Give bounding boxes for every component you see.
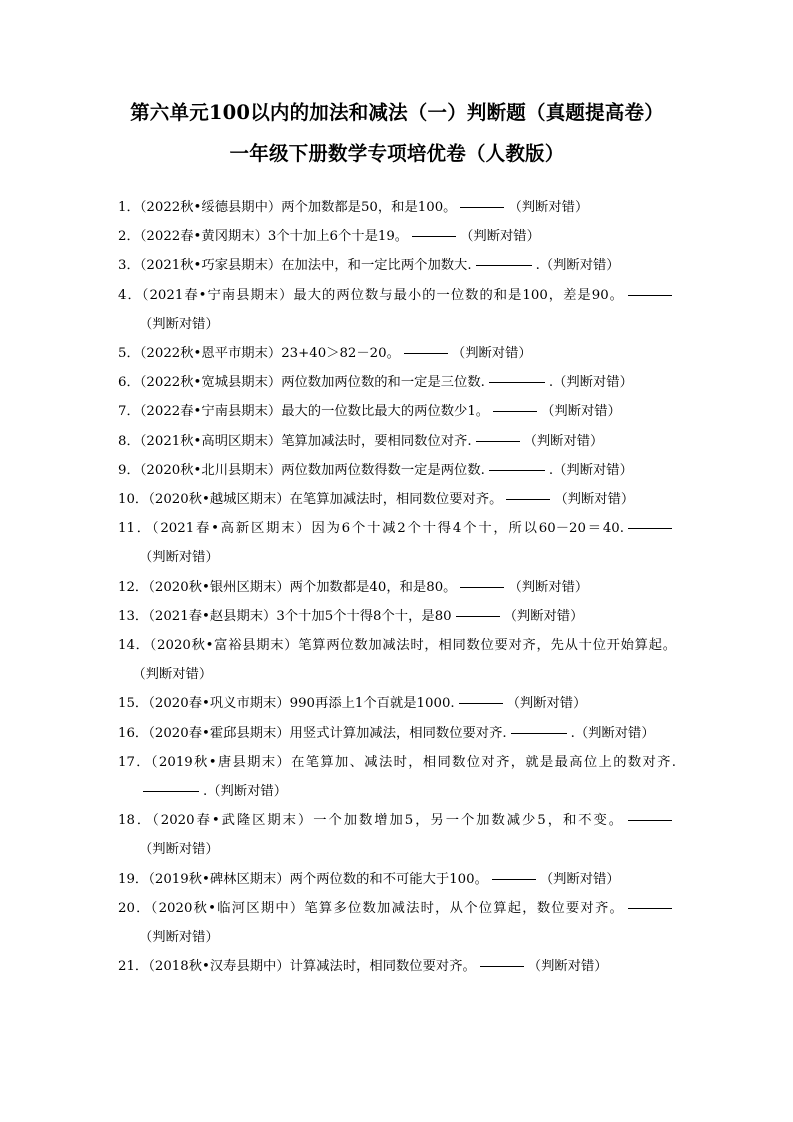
question-item: 21．（2018秋•汉寿县期中）计算减法时，相同数位要对齐。 （判断对错） bbox=[118, 952, 676, 981]
question-source: （2020春•巩义市期末） bbox=[148, 696, 290, 712]
question-number: 4 bbox=[118, 287, 127, 303]
question-text: 990再添上1个百就是1000. bbox=[289, 696, 455, 712]
question-number: 3 bbox=[118, 258, 127, 274]
judge-label: （判断对错） bbox=[553, 375, 633, 391]
question-item: 12．（2020秋•银州区期末）两个加数都是40，和是80。 （判断对错） bbox=[118, 573, 676, 602]
question-number: 15 bbox=[118, 696, 135, 712]
question-text: 笔算加减法时，要相同数位对齐. bbox=[281, 433, 472, 449]
question-text: 两位数加两位数得数一定是两位数. bbox=[281, 462, 485, 478]
question-number: 8 bbox=[118, 433, 127, 449]
answer-blank[interactable] bbox=[489, 371, 545, 383]
question-number: 20 bbox=[118, 900, 135, 916]
judge-label: （判断对错） bbox=[139, 316, 219, 332]
question-number: 11 bbox=[118, 521, 135, 537]
answer-blank[interactable] bbox=[480, 955, 524, 967]
question-number: 19 bbox=[118, 871, 135, 887]
question-number: 14 bbox=[118, 638, 135, 654]
answer-blank[interactable] bbox=[628, 897, 672, 909]
judge-label: （判断对错） bbox=[139, 842, 219, 858]
question-source: （2021春•赵县期末） bbox=[148, 608, 277, 624]
answer-blank[interactable] bbox=[143, 780, 199, 792]
question-text: 在加法中，和一定比两个加数大. bbox=[281, 258, 472, 274]
question-trailing-punctuation: . bbox=[548, 375, 554, 391]
question-trailing-punctuation: . bbox=[535, 258, 540, 274]
question-source: （2022秋•宽城县期末） bbox=[139, 375, 282, 391]
question-source: （2022春•黄冈期末） bbox=[139, 229, 268, 245]
judge-label: （判断对错） bbox=[539, 871, 620, 887]
question-item: 5．（2022秋•恩平市期末）23+40＞82－20。 （判断对错） bbox=[118, 339, 676, 368]
answer-blank[interactable] bbox=[404, 342, 448, 354]
question-number: 16 bbox=[118, 725, 135, 741]
question-number: 7 bbox=[118, 404, 127, 420]
page-title: 第六单元100以内的加法和减法（一）判断题（真题提高卷） bbox=[130, 101, 664, 124]
judge-label: （判断对错） bbox=[574, 725, 655, 741]
answer-blank[interactable] bbox=[493, 400, 537, 412]
question-number: 12 bbox=[118, 579, 135, 595]
question-item: 14．（2020秋•富裕县期末）笔算两位数加减法时，相同数位要对齐，先从十位开始算起。（判断对错） bbox=[118, 638, 677, 683]
question-item: 18．（2020春•武隆区期末）一个加数增加5，另一个加数减少5，和不变。（判断对错） bbox=[118, 806, 676, 864]
answer-blank[interactable] bbox=[456, 605, 500, 617]
question-number: 6 bbox=[118, 375, 127, 391]
question-text: 一个加数增加5，另一个加数减少5，和不变。 bbox=[313, 813, 624, 829]
question-source: （2021春•宁南县期末） bbox=[141, 287, 294, 303]
question-text: 因为6个十减2个十得4个十，所以60－20＝40. bbox=[311, 521, 624, 537]
judge-label: （判断对错） bbox=[541, 404, 621, 420]
question-source: （2019秋•碑林区期末） bbox=[148, 871, 290, 887]
answer-blank[interactable] bbox=[492, 868, 536, 880]
question-source: （2020秋•富裕县期末） bbox=[149, 638, 299, 654]
judge-label: （判断对错） bbox=[503, 608, 584, 624]
question-text: 笔算两位数加减法时，相同数位要对齐，先从十位开始算起。 bbox=[298, 638, 677, 654]
question-text: 两位数加两位数的和一定是三位数. bbox=[281, 375, 485, 391]
question-item: 6．（2022秋•宽城县期末）两位数加两位数的和一定是三位数. .（判断对错） bbox=[118, 368, 676, 397]
question-number: 21 bbox=[118, 959, 135, 975]
question-text: 在笔算加、减法时，相同数位对齐，就是最高位上的数对齐. bbox=[291, 754, 676, 770]
question-number: 2 bbox=[118, 229, 127, 245]
question-number: 1 bbox=[118, 200, 127, 215]
answer-blank[interactable] bbox=[628, 284, 672, 296]
question-item: 20．（2020秋•临河区期中）笔算多位数加减法时，从个位算起，数位要对齐。（判断对错） bbox=[118, 894, 676, 952]
question-text: 用竖式计算加减法，相同数位要对齐. bbox=[289, 725, 507, 741]
judge-label: （判断对错） bbox=[139, 550, 219, 566]
answer-blank[interactable] bbox=[511, 722, 567, 734]
answer-blank[interactable] bbox=[460, 576, 504, 588]
judge-label: （判断对错） bbox=[139, 930, 219, 946]
question-text: 两个加数都是40，和是80。 bbox=[289, 579, 457, 595]
question-text: 3个十加5个十得8个十，是80 bbox=[276, 608, 452, 624]
answer-blank[interactable] bbox=[489, 459, 545, 471]
page-content bbox=[118, 0, 676, 981]
answer-blank[interactable] bbox=[412, 225, 456, 237]
answer-blank[interactable] bbox=[628, 809, 672, 821]
judge-label: （判断对错） bbox=[539, 258, 620, 274]
answer-blank[interactable] bbox=[459, 692, 503, 704]
question-text: 两个加数都是50，和是100。 bbox=[281, 200, 457, 215]
question-text: 在笔算加减法时，相同数位要对齐。 bbox=[289, 492, 503, 508]
question-item: 3．（2021秋•巧家县期末）在加法中，和一定比两个加数大. .（判断对错） bbox=[118, 251, 676, 280]
question-number: 5 bbox=[118, 346, 127, 362]
judge-label: （判断对错） bbox=[523, 433, 604, 449]
question-item: 17．（2019秋•唐县期末）在笔算加、减法时，相同数位对齐，就是最高位上的数对齐..（判断对错） bbox=[118, 754, 676, 800]
question-item: 1．（2022秋•绥德县期中）两个加数都是50，和是100。 （判断对错） bbox=[118, 193, 676, 222]
question-source: （2018秋•汉寿县期中） bbox=[148, 959, 290, 975]
question-source: （2019秋•唐县期末） bbox=[150, 754, 292, 770]
answer-blank[interactable] bbox=[506, 488, 550, 500]
question-text: 笔算多位数加减法时，从个位算起，数位要对齐。 bbox=[304, 900, 625, 916]
answer-blank[interactable] bbox=[476, 254, 532, 266]
judge-label: （判断对错） bbox=[139, 667, 213, 683]
question-source: （2021春•高新区期末） bbox=[151, 521, 312, 537]
question-list bbox=[118, 193, 676, 981]
question-item: 10．（2020秋•越城区期末）在笔算加减法时，相同数位要对齐。 （判断对错） bbox=[118, 485, 676, 514]
question-text: 两个两位数的和不可能大于100。 bbox=[289, 871, 488, 887]
question-item: 11．（2021春•高新区期末）因为6个十减2个十得4个十，所以60－20＝40.（判断对错） bbox=[118, 514, 676, 572]
judge-label: （判断对错） bbox=[508, 200, 589, 215]
question-number: 18 bbox=[118, 813, 135, 829]
question-item: 15．（2020春•巩义市期末）990再添上1个百就是1000. （判断对错） bbox=[118, 689, 676, 718]
question-item: 2．（2022春•黄冈期末）3个十加上6个十是19。 （判断对错） bbox=[118, 222, 676, 251]
question-item: 13．（2021春•赵县期末）3个十加5个十得8个十，是80 （判断对错） bbox=[118, 602, 676, 631]
question-source: （2020秋•越城区期末） bbox=[148, 492, 290, 508]
judge-label: （判断对错） bbox=[207, 784, 288, 800]
question-source: （2020春•霍邱县期末） bbox=[148, 725, 290, 741]
question-trailing-punctuation: . bbox=[570, 725, 575, 741]
question-source: （2020春•武隆区期末） bbox=[152, 813, 314, 829]
question-item: 19．（2019秋•碑林区期末）两个两位数的和不可能大于100。 （判断对错） bbox=[118, 865, 676, 894]
question-trailing-punctuation: . bbox=[548, 462, 554, 478]
answer-blank[interactable] bbox=[460, 196, 504, 208]
question-source: （2022秋•恩平市期末） bbox=[139, 346, 282, 362]
page-subtitle: 一年级下册数学专项培优卷（人教版） bbox=[229, 142, 565, 165]
title-block bbox=[118, 0, 676, 171]
question-number: 13 bbox=[118, 608, 135, 624]
question-number: 9 bbox=[118, 462, 127, 478]
judge-label: （判断对错） bbox=[506, 696, 587, 712]
question-text: 计算减法时，相同数位要对齐。 bbox=[289, 959, 476, 975]
question-source: （2020秋•北川县期末） bbox=[139, 462, 282, 478]
question-source: （2022春•宁南县期末） bbox=[139, 404, 282, 420]
judge-label: （判断对错） bbox=[554, 492, 635, 508]
question-item: 9．（2020秋•北川县期末）两位数加两位数得数一定是两位数. .（判断对错） bbox=[118, 456, 676, 485]
answer-blank[interactable] bbox=[628, 517, 672, 529]
judge-label: （判断对错） bbox=[508, 579, 589, 595]
question-source: （2020秋•银州区期末） bbox=[148, 579, 290, 595]
judge-label: （判断对错） bbox=[460, 229, 540, 245]
judge-label: （判断对错） bbox=[451, 346, 532, 362]
question-source: （2021秋•高明区期末） bbox=[139, 433, 282, 449]
question-text: 23+40＞82－20。 bbox=[281, 346, 400, 362]
judge-label: （判断对错） bbox=[527, 959, 608, 975]
question-item: 4．（2021春•宁南县期末）最大的两位数与最小的一位数的和是100，差是90。（判断对错） bbox=[118, 281, 676, 339]
judge-label: （判断对错） bbox=[553, 462, 633, 478]
question-text: 3个十加上6个十是19。 bbox=[267, 229, 409, 245]
question-source: （2020秋•临河区期中） bbox=[150, 900, 305, 916]
question-item: 8．（2021秋•高明区期末）笔算加减法时，要相同数位对齐. （判断对错） bbox=[118, 427, 676, 456]
question-source: （2021秋•巧家县期末） bbox=[139, 258, 282, 274]
question-number: 17 bbox=[118, 754, 135, 770]
question-number: 10 bbox=[118, 492, 135, 508]
question-item: 7．（2022春•宁南县期末）最大的一位数比最大的两位数少1。 （判断对错） bbox=[118, 397, 676, 426]
question-trailing-punctuation: . bbox=[203, 784, 208, 800]
question-source: （2022秋•绥德县期中） bbox=[139, 200, 282, 215]
answer-blank[interactable] bbox=[476, 430, 520, 442]
question-text: 最大的两位数与最小的一位数的和是100，差是90。 bbox=[293, 287, 624, 303]
question-text: 最大的一位数比最大的两位数少1。 bbox=[281, 404, 490, 420]
question-item: 16．（2020春•霍邱县期末）用竖式计算加减法，相同数位要对齐. .（判断对错） bbox=[118, 719, 676, 748]
